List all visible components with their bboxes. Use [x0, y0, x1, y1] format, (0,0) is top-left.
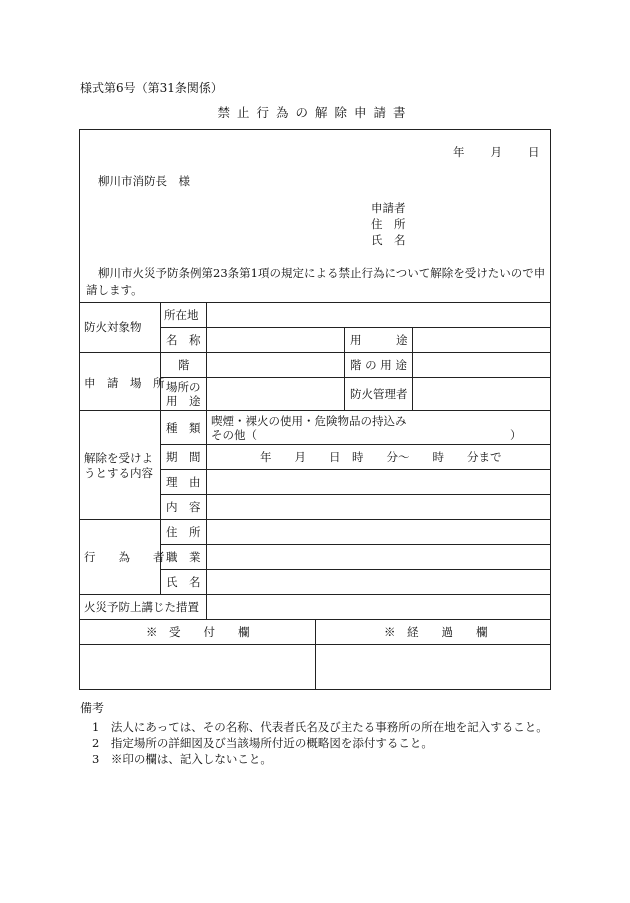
- date-line: 年 月 日: [453, 145, 540, 159]
- divider: [79, 594, 551, 595]
- applicant-name-label: 氏 名: [371, 233, 406, 247]
- divider: [160, 569, 551, 570]
- statement-line-1: 柳川市火災予防条例第23条第1項の規定による禁止行為について解除を受けたいので申: [98, 266, 546, 280]
- divider: [344, 327, 345, 410]
- reason-label: 理 由: [166, 475, 201, 489]
- divider: [79, 519, 551, 520]
- actor-label: 行 為 者: [84, 550, 165, 564]
- document-title: 禁止行為の解除申請書: [217, 105, 413, 120]
- divider: [412, 327, 413, 410]
- fire-manager-label: 防火管理者: [350, 387, 408, 401]
- location-label: 所在地: [164, 308, 199, 322]
- fire-object-label: 防火対象物: [84, 320, 142, 334]
- addressee: 柳川市消防長 様: [98, 174, 190, 188]
- form-number: 様式第6号（第31条関係）: [80, 81, 223, 95]
- applicant-label: 申請者: [371, 201, 406, 215]
- divider: [79, 352, 551, 353]
- divider: [206, 302, 207, 619]
- fire-prevention-label: 火災予防上講じた措置: [84, 600, 199, 614]
- content-label: 内 容: [166, 500, 201, 514]
- type-other: その他（: [211, 428, 257, 442]
- divider: [160, 444, 551, 445]
- remark-item: 3 ※印の欄は、記入しないこと。: [92, 752, 272, 766]
- remark-item: 2 指定場所の詳細図及び当該場所付近の概略図を添付すること。: [92, 736, 433, 750]
- progress-column-label: ※ 経 過 欄: [384, 625, 488, 639]
- actor-occupation-label: 職 業: [166, 550, 201, 564]
- divider: [160, 377, 551, 378]
- application-place-label: 申 請 場 所: [84, 376, 165, 390]
- release-content-label-1: 解除を受けよ: [84, 451, 153, 465]
- divider: [79, 302, 551, 303]
- actor-name-label: 氏 名: [166, 575, 201, 589]
- divider: [160, 327, 551, 328]
- release-content-label-2: うとする内容: [84, 466, 153, 480]
- use-label: 用 途: [350, 333, 408, 347]
- floor-label: 階: [178, 358, 190, 372]
- divider: [160, 494, 551, 495]
- place-use-label-1: 場所の: [166, 380, 201, 394]
- remark-item: 1 法人にあっては、その名称、代表者氏名及び主たる事務所の所在地を記入すること。: [92, 720, 548, 734]
- divider: [79, 410, 551, 411]
- statement-line-2: 請します。: [86, 283, 143, 297]
- applicant-address-label: 住 所: [371, 217, 406, 231]
- type-options: 喫煙・裸火の使用・危険物品の持込み: [211, 414, 407, 428]
- remarks-title: 備考: [80, 701, 105, 715]
- place-use-label-2: 用 途: [166, 394, 201, 408]
- actor-address-label: 住 所: [166, 525, 201, 539]
- type-label: 種 類: [166, 421, 201, 435]
- divider: [160, 544, 551, 545]
- period-value: 年 月 日 時 分～ 時 分まで: [260, 450, 502, 464]
- type-other-close: ）: [510, 428, 522, 442]
- divider: [160, 469, 551, 470]
- name-label: 名 称: [166, 333, 201, 347]
- period-label: 期 間: [166, 450, 201, 464]
- floor-use-label: 階 の 用 途: [350, 358, 407, 372]
- reception-column-label: ※ 受 付 欄: [146, 625, 250, 639]
- divider: [315, 619, 316, 690]
